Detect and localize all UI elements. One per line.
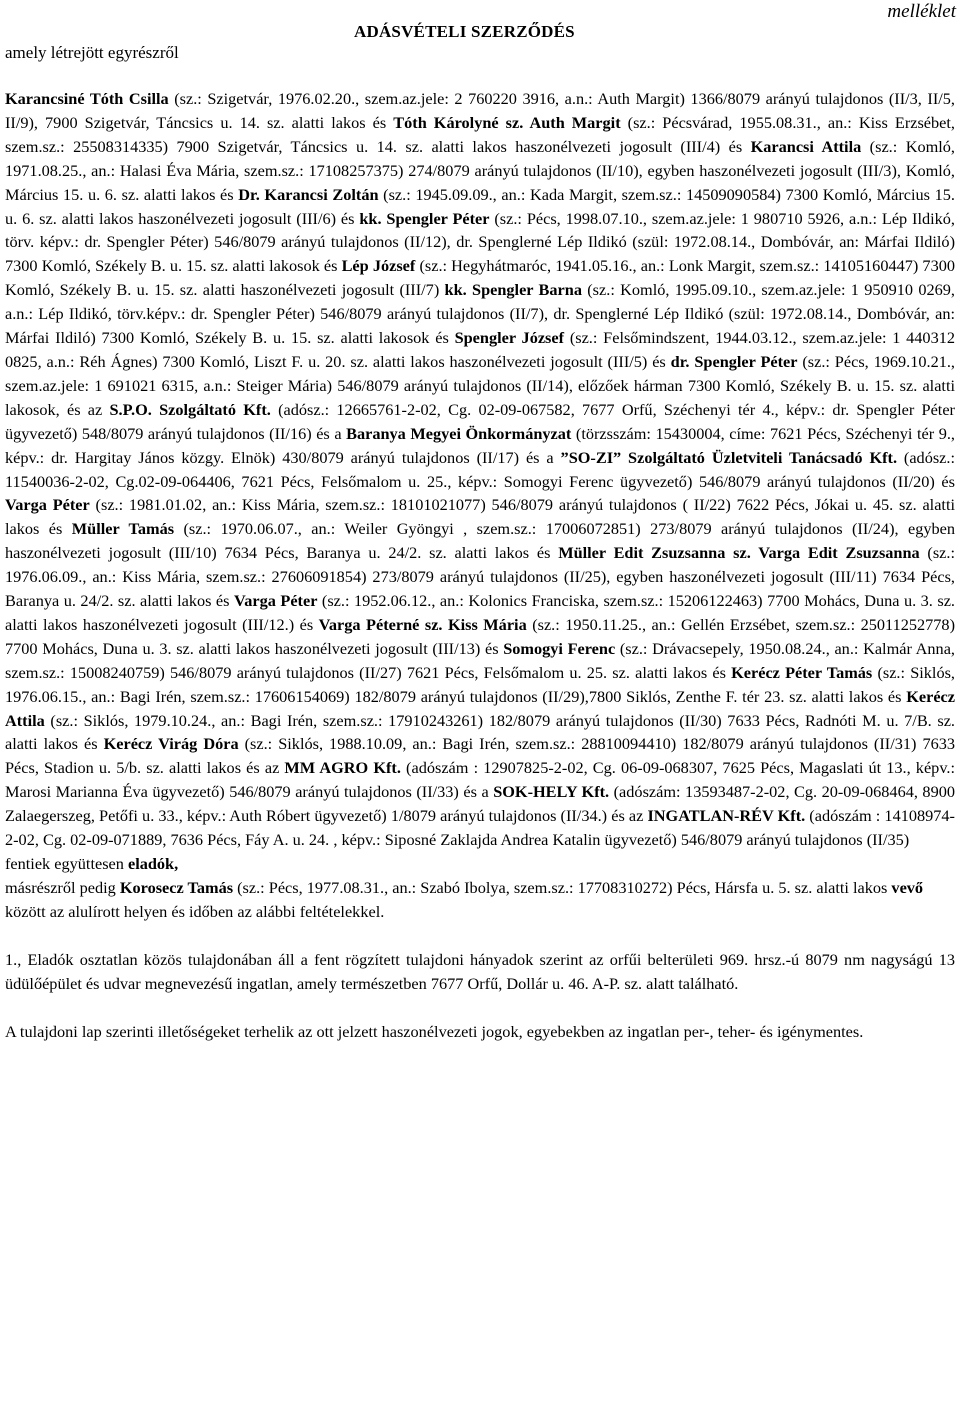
bold-name-run: Karancsi Attila	[750, 136, 862, 156]
parties-paragraph	[5, 87, 955, 852]
contract-body	[5, 87, 955, 1043]
text-run: (sz.: 1981.01.02, an.: Kiss Mária, szem.sz.: 18101021077) 546/8079 arányú tulajdonos ( II/22) 7622 Pécs, Jókai u. 45. sz. alatti lakos és	[5, 495, 956, 539]
text-run: fentiek együttesen	[5, 854, 128, 873]
clause-1: 1., Eladók osztatlan közös tulajdonában áll a fent rögzített tulajdoni hányadok szerint az orfűi belterületi 969. hrsz.-ú 8079 nm nagyságú 13 üdülőépület és udvar megnevezésű ingatlan, amely természetben 7677 Orfű, Dollár u. 46. A-P. sz. alatt található.	[5, 949, 955, 993]
text-run: (sz.: Siklós, 1979.10.24., an.: Bagi Irén, szem.sz.: 17910243261) 182/8079 arányú tulajdonos (II/30) 7633 Pécs, Radnóti M. u. 7/B. sz. alatti lakos és	[5, 710, 955, 754]
bold-name-run: eladók,	[127, 854, 179, 873]
bold-name-run: Müller Edit Zsuzsanna sz. Varga Edit Zsuzsanna	[558, 543, 920, 563]
text-run: (sz.: Komló, 1971.08.25., an.: Halasi Éva Mária, szem.sz.: 17108257375) 274/8079 arányú tulajdonos (II/10), egyben haszonélvezeti jogosult (III/3), Komló, Március 15. u. 6. sz. alatti lakos és	[5, 136, 955, 204]
annex-label: melléklet	[887, 1, 956, 22]
text-run: (sz.: Szigetvár, 1976.02.20., szem.az.jele: 2 760220 3916, a.n.: Auth Margit) 1366/8079 arányú tulajdonos (II/3, II/5, II/9), 7900 Szigetvár, Táncsics u. 14. sz. alatti lakos és	[5, 89, 955, 132]
text-run: (törzsszám: 15430004, címe: 7621 Pécs, Széchenyi tér 9., képv.: dr. Hargitay János közgy. Elnök) 430/8079 arányú tulajdonos (II/17) és a	[5, 423, 955, 467]
text-run: (sz.: 1945.09.09., an.: Kada Margit, szem.sz.: 14509090584) 7300 Komló, Március 15. u. 6. sz. alatti lakos haszonélvezeti jogosult (III/6) és	[5, 184, 955, 228]
bold-name-run: Tóth Károlyné sz. Auth Margit	[393, 112, 621, 132]
buyer-line	[5, 876, 955, 900]
conditions-line: között az alulírott helyen és időben az alábbi feltételekkel.	[5, 901, 385, 921]
text-run: (sz.: Pécs, 1977.08.31., an.: Szabó Ibolya, szem.sz.: 17708310272) Pécs, Hársfa u. 5. sz. alatti lakos	[233, 877, 892, 897]
bold-name-run: Baranya Megyei Önkormányzat	[346, 423, 572, 443]
together-line	[5, 852, 955, 876]
bold-name-run: Somogyi Ferenc	[503, 638, 616, 658]
bold-name-run: Varga Péterné sz. Kiss Mária	[318, 614, 527, 634]
bold-name-run: Dr. Karancsi Zoltán	[238, 184, 379, 204]
bold-name-run: kk. Spengler Péter	[359, 208, 490, 228]
text-run: (sz.: Siklós, 1988.10.09, an.: Bagi Irén, szem.sz.: 28810094410) 182/8079 arányú tulajdonos (II/31) 7633 Pécs, Stadion u. 5/b. sz. alatti lakos és az	[5, 734, 956, 778]
bold-name-run: Spengler József	[454, 328, 565, 348]
bold-name-run: Müller Tamás	[71, 519, 175, 539]
bold-name-run: Kerécz Attila	[5, 686, 955, 730]
text-run: (sz.: Pécs, 1969.10.21., szem.az.jele: 1 691021 6315, a.n.: Steiger Mária) 546/8079 arányú tulajdonos (II/14), előzőek hárman 7300 Komló, Székely B. u. 15. sz. alatti lakosok, és az	[5, 351, 955, 419]
bold-name-run: vevő	[891, 877, 924, 897]
text-run: (sz.: Pécsvárad, 1955.08.31., an.: Kiss Erzsébet, szem.sz.: 25508314335) 7900 Szigetvár, Táncsics u. 14. sz. alatti lakos haszonélvezeti jogosult (III/4) és	[5, 112, 955, 156]
bold-name-run: Kerécz Péter Tamás	[731, 662, 873, 682]
text-run: (sz.: 1976.06.09., an.: Kiss Mária, szem.sz.: 27606091854) 273/8079 arányú tulajdonos (II/25), egyben haszonélvezeti jogosult (III/11) 7634 Pécs, Baranya u. 24/2. sz. alatti lakos és	[5, 543, 955, 611]
bold-name-run: dr. Spengler Péter	[670, 351, 798, 371]
text-run: (sz.: 1970.06.07., an.: Weiler Gyöngyi , szem.sz.: 17006072851) 273/8079 arányú tulajdonos (II/24), egyben haszonélvezeti jogosult (III/10) 7634 Pécs, Baranya u. 24/2. sz. alatti lakos és	[5, 519, 955, 563]
text-run: (sz.: Pécs, 1998.07.10., szem.az.jele: 1 980710 5926, a.n.: Lép Ildikó, törv. képv.: dr. Spengler Péter) 546/8079 arányú tulajdonos (II/12), dr. Spenglerné Lép Ildikó (szül: 1972.08.14., Dombóvár, an: Márfai Ildiló) 7300 Komló, Székely B. u. 15. sz. alatti lakosok és	[5, 208, 956, 276]
bold-name-run: kk. Spengler Barna	[444, 280, 582, 300]
bold-name-run: INGATLAN-RÉV Kft.	[647, 806, 806, 826]
bold-name-run: Lép József	[341, 256, 416, 276]
bold-name-run: S.P.O. Szolgáltató Kft.	[109, 399, 271, 419]
bold-name-run: SOK-HELY Kft.	[493, 782, 610, 802]
bold-name-run: MM AGRO Kft.	[284, 758, 401, 778]
text-run: (adószám: 13593487-2-02, Cg. 20-09-068464, 8900 Zalaegerszeg, Petőfi u. 33., képv.: Auth Róbert ügyvezető) 1/8079 arányú tulajdonos (II/34.) és az	[5, 782, 955, 826]
text-run: (sz.: Felsőmindszent, 1944.03.12., szem.az.jele: 1 440312 0825, a.n.: Réh Ágnes) 7300 Komló, Liszt F. u. 20. sz. alatti lakos haszonélvezeti jogosult (III/5) és	[5, 328, 955, 371]
bold-name-run: Kerécz Virág Dóra	[103, 734, 239, 754]
text-run: (sz.: Siklós, 1976.06.15., an.: Bagi Irén, szem.sz.: 17606154069) 182/8079 arányú tulajdonos (II/29),7800 Siklós, Zenthe F. tér 23. sz. alatti lakos és	[5, 662, 955, 706]
document-title: ADÁSVÉTELI SZERZŐDÉS	[354, 22, 575, 41]
clause-2: A tulajdoni lap szerinti illetőségeket terhelik az ott jelzett haszonélvezeti jogok, egyebekben az ingatlan per-, teher- és igénymentes.	[5, 1021, 864, 1041]
text-run: (sz.: Drávacsepely, 1950.08.24., an.: Kalmár Anna, szem.sz.: 15008240759) 546/8079 arányú tulajdonos (II/27) 7621 Pécs, Felsőmalom u. 25. sz. alatti lakos és	[5, 638, 955, 682]
bold-name-run: Varga Péter	[5, 495, 90, 515]
text-run: (sz.: 1952.06.12., an.: Kolonics Franciska, szem.sz.: 15206122463) 7700 Mohács, Duna u. 3. sz. alatti lakos haszonélvezeti jogosult (III/12.) és	[5, 591, 955, 634]
bold-name-run: ”SO-ZI” Szolgáltató Üzletviteli Tanácsadó Kft.	[560, 447, 898, 467]
text-run: másrészről pedig	[5, 877, 120, 897]
text-run: (sz.: 1950.11.25., an.: Gellén Erzsébet, szem.sz.: 25011252778) 7700 Mohács, Duna u. 3. sz. alatti lakos haszonélvezeti jogosult (III/13) és	[5, 614, 955, 658]
text-run: (adószám : 12907825-2-02, Cg. 06-09-068307, 7625 Pécs, Magaslati út 13., képv.: Marosi Marianna Éva ügyvezető) 546/8079 arányú tulajdonos (II/33) és a	[5, 758, 955, 802]
bold-name-run: Korosecz Tamás	[119, 877, 234, 897]
text-run: (sz.: Komló, 1995.09.10., szem.az.jele: 1 950910 0269, a.n.: Lép Ildikó, törv.képv.: dr. Spengler Péter) 546/8079 arányú tulajdonos (II/7), dr. Spenglerné Lép Ildikó (szül: 1972.08.14., Dombóvár, an: Márfai Ildiló) 7300 Komló, Székely B. u. 15. sz. alatti lakosok és	[5, 280, 956, 348]
bold-name-run: Karancsiné Tóth Csilla	[5, 89, 169, 108]
intro-line: amely létrejött egyrészről	[5, 43, 179, 62]
text-run: (adósz.: 12665761-2-02, Cg. 02-09-067582, 7677 Orfű, Széchenyi tér 4., képv.: dr. Spengler Péter ügyvezető) 548/8079 arányú tulajdonos (II/16) és a	[5, 399, 955, 443]
text-run: (sz.: Hegyhátmaróc, 1941.05.16., an.: Lonk Margit, szem.sz.: 14105160447) 7300 Komló, Székely B. u. 15. sz. alatti haszonélvezeti jogosult (III/7)	[5, 256, 955, 300]
text-run: (adószám : 14108974-2-02, Cg. 02-09-071889, 7636 Pécs, Fáy A. u. 24. , képv.: Siposné Zaklajda Andrea Katalin ügyvezető) 546/8079 arányú tulajdonos (II/35)	[5, 806, 955, 850]
text-run: (adósz.: 11540036-2-02, Cg.02-09-064406, 7621 Pécs, Felsőmalom u. 25., képv.: Somogyi Ferenc ügyvezető) 546/8079 arányú tulajdonos (II/20) és	[5, 447, 955, 491]
bold-name-run: Varga Péter	[233, 591, 318, 611]
